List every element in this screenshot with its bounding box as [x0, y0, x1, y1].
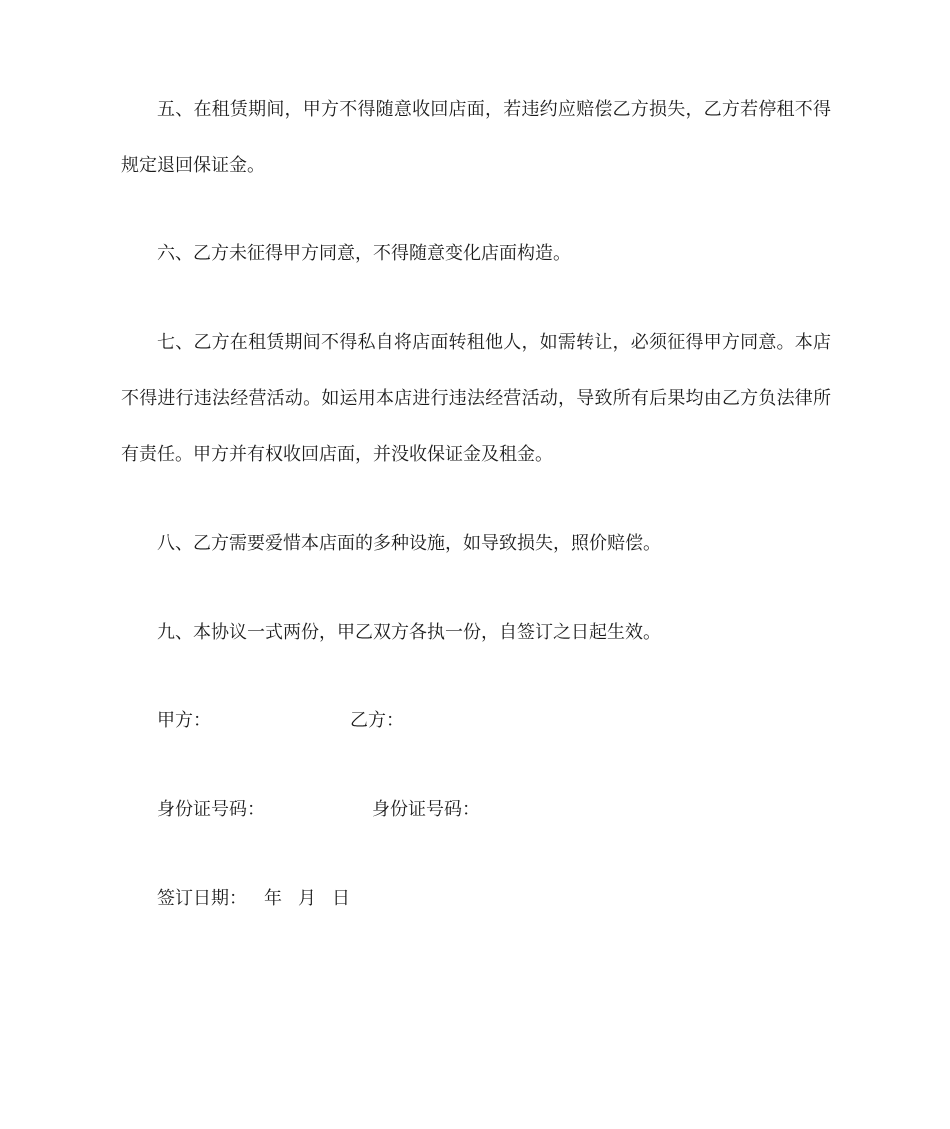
sign-date-day: 日	[332, 888, 350, 909]
sign-date-label: 签订日期：	[157, 888, 247, 909]
clause-5: 五、在租赁期间，甲方不得随意收回店面，若违约应赔偿乙方损失，乙方若停租不得规定退回保证金。	[121, 99, 831, 176]
clause-7: 七、乙方在租赁期间不得私自将店面转租他人，如需转让，必须征得甲方同意。本店不得进行违法经营活动。如运用本店进行违法经营活动，导致所有后果均由乙方负法律所有责任。甲方并有权收回店面，并没收保证金及租金。	[121, 332, 831, 465]
id-number-a-label: 身份证号码：	[157, 799, 265, 820]
party-b-label: 乙方：	[350, 710, 404, 731]
clause-9: 九、本协议一式两份，甲乙双方各执一份，自签订之日起生效。	[157, 622, 661, 643]
clause-8: 八、乙方需要爱惜本店面的多种设施，如导致损失，照价赔偿。	[157, 533, 661, 554]
sign-date-month: 月	[298, 888, 316, 909]
id-number-b-label: 身份证号码：	[372, 799, 480, 820]
clause-6: 六、乙方未征得甲方同意，不得随意变化店面构造。	[157, 243, 571, 264]
sign-date-year: 年	[264, 888, 282, 909]
party-a-label: 甲方：	[157, 710, 211, 731]
